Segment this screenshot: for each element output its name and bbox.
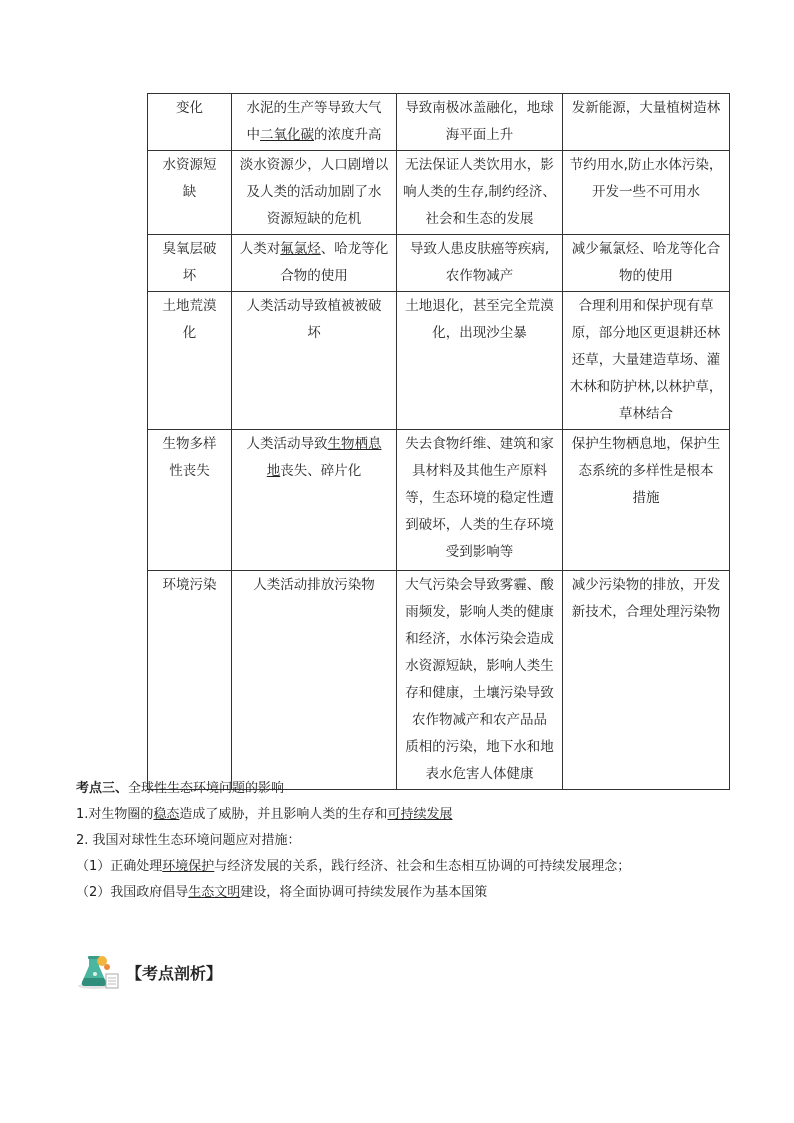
cell-line bbox=[236, 572, 392, 599]
cell-line: 开发一些不可用水 bbox=[592, 184, 700, 200]
cell-line: 等，生态环境的稳定性遭 bbox=[405, 490, 554, 506]
cell-line: 变化 bbox=[176, 100, 203, 116]
cell-line: 响人类的生存,制约经济、 bbox=[403, 184, 556, 200]
table-cell bbox=[563, 430, 730, 571]
cell-line: 减少氟氯烃、哈龙等化合 bbox=[571, 241, 721, 257]
text-segment: 水泥的生产等导致大气 bbox=[246, 100, 382, 116]
cell-line: 表水危害人体健康 bbox=[425, 766, 534, 782]
text-segment: 及人类的活动加剧了水 bbox=[246, 184, 382, 200]
text-segment: 2. 我国对球性生态环境问题应对措施： bbox=[76, 833, 301, 848]
cell-line: 海平面上升 bbox=[445, 127, 514, 143]
table-row bbox=[148, 292, 730, 430]
text-segment: 合物的使用 bbox=[280, 268, 348, 284]
cell-line: 木林和防护林,以林护草， bbox=[569, 379, 723, 395]
cell-line: 社会和生态的发展 bbox=[425, 211, 534, 227]
table-cell bbox=[232, 151, 397, 235]
table-row bbox=[148, 235, 730, 292]
table-cell bbox=[563, 151, 730, 235]
text-segment: 建设，将全面协调可持续发展作为基本国策 bbox=[240, 885, 488, 900]
cell-line: 化，出现沙尘暴 bbox=[432, 325, 527, 341]
cell-line bbox=[236, 206, 392, 233]
text-segment: 氟氯烃 bbox=[280, 241, 321, 257]
text-segment: 全球性生态环境问题的影响 bbox=[128, 781, 285, 796]
cell-line: 具材料及其他生产原料 bbox=[412, 463, 547, 479]
note-line bbox=[76, 880, 756, 906]
table-cell bbox=[397, 235, 563, 292]
cell-line: 化 bbox=[182, 325, 197, 341]
cell-line: 无法保证人类饮用水，影 bbox=[405, 157, 554, 173]
table-cell bbox=[563, 292, 730, 430]
text-segment: 人类活动导致 bbox=[246, 436, 328, 452]
text-segment: 环境保护 bbox=[162, 859, 215, 874]
table-cell bbox=[563, 94, 730, 151]
text-segment: 淡水资源少，人口剧增以 bbox=[239, 157, 389, 173]
text-segment: 造成了威胁，并且影响人类的生存和 bbox=[179, 807, 388, 822]
cell-line: 保护生物栖息地，保护生 bbox=[571, 436, 721, 452]
flask-book-icon bbox=[76, 952, 120, 992]
cell-line: 大气污染会导致雾霾、酸 bbox=[405, 577, 554, 593]
text-segment: 丧失、碎片化 bbox=[280, 463, 362, 479]
eco-problems-table bbox=[147, 93, 730, 790]
table-cell bbox=[232, 94, 397, 151]
table-row bbox=[148, 94, 730, 151]
cell-line bbox=[236, 179, 392, 206]
cell-line: 态系统的多样性是根本 bbox=[578, 463, 714, 479]
table-cell bbox=[397, 571, 563, 790]
cell-line: 到破坏，人类的生存环境 bbox=[405, 517, 554, 533]
note-line bbox=[76, 828, 756, 854]
cell-line: 减少污染物的排放，开发 bbox=[571, 577, 721, 593]
table-cell bbox=[148, 292, 232, 430]
cell-line bbox=[236, 263, 392, 290]
cell-line: 质相的污染，地下水和地 bbox=[405, 739, 554, 755]
text-segment: 与经济发展的关系，践行经济、社会和生态相互协调的可持续发展理念； bbox=[214, 859, 631, 874]
table-cell bbox=[232, 430, 397, 571]
table-cell bbox=[148, 94, 232, 151]
analysis-title: 【考点剖析】 bbox=[126, 963, 223, 983]
cell-line: 还草，大量建造草场、灌 bbox=[571, 352, 721, 368]
text-segment: 、哈龙等化 bbox=[320, 241, 389, 257]
cell-line: 导致人患皮肤癌等疾病, bbox=[409, 241, 550, 257]
cell-line: 土地荒漠 bbox=[162, 298, 217, 314]
cell-line: 臭氧层破 bbox=[162, 241, 217, 257]
text-segment: 的浓度升高 bbox=[314, 127, 382, 143]
cell-line: 新技术，合理处理污染物 bbox=[571, 604, 721, 620]
text-segment: 地 bbox=[266, 463, 281, 479]
cell-line: 水资源短 bbox=[162, 157, 217, 173]
notes-section bbox=[76, 776, 756, 906]
table-cell bbox=[397, 430, 563, 571]
table-cell bbox=[148, 430, 232, 571]
cell-line bbox=[236, 431, 392, 458]
table-cell bbox=[397, 94, 563, 151]
cell-line: 农作物减产 bbox=[445, 268, 514, 284]
cell-line bbox=[236, 122, 392, 149]
text-segment: 人类对 bbox=[239, 241, 281, 257]
text-segment: 生物栖息 bbox=[327, 436, 382, 452]
cell-line: 性丧失 bbox=[169, 463, 210, 479]
table-cell bbox=[563, 571, 730, 790]
table-cell bbox=[148, 571, 232, 790]
text-segment: （2）我国政府倡导 bbox=[76, 885, 189, 900]
cell-line: 原，部分地区更退耕还林 bbox=[571, 325, 721, 341]
table-row bbox=[148, 430, 730, 571]
text-segment: 中 bbox=[246, 127, 260, 143]
text-segment: 坏 bbox=[307, 325, 321, 341]
text-segment: 资源短缺的危机 bbox=[266, 211, 362, 227]
cell-line: 物的使用 bbox=[619, 268, 673, 284]
table-cell bbox=[397, 292, 563, 430]
cell-line: 受到影响等 bbox=[445, 544, 514, 560]
table-cell bbox=[232, 571, 397, 790]
cell-line: 生物多样 bbox=[162, 436, 217, 452]
cell-line: 环境污染 bbox=[162, 577, 217, 593]
cell-line bbox=[236, 293, 392, 320]
table-cell bbox=[148, 235, 232, 292]
text-segment: 稳态 bbox=[153, 807, 180, 822]
cell-line bbox=[236, 458, 392, 485]
cell-line: 和经济，水体污染会造成 bbox=[405, 631, 554, 647]
analysis-header bbox=[76, 952, 222, 992]
cell-line: 坏 bbox=[182, 268, 197, 284]
cell-line: 失去食物纤维、建筑和家 bbox=[405, 436, 554, 452]
cell-line bbox=[236, 320, 392, 347]
text-segment: 生态文明 bbox=[188, 885, 241, 900]
cell-line: 导致南极冰盖融化，地球 bbox=[405, 100, 554, 116]
text-segment: 可持续发展 bbox=[387, 807, 453, 822]
table-cell bbox=[563, 235, 730, 292]
note-line bbox=[76, 854, 756, 880]
cell-line: 土地退化，甚至完全荒漠 bbox=[405, 298, 554, 314]
note-line bbox=[76, 776, 756, 802]
cell-line: 草林结合 bbox=[619, 406, 673, 422]
note-line bbox=[76, 802, 756, 828]
cell-line: 雨频发，影响人类的健康 bbox=[405, 604, 554, 620]
cell-line: 缺 bbox=[182, 184, 197, 200]
text-segment: 考点三、 bbox=[76, 781, 129, 796]
cell-line: 农作物减产和农产品品 bbox=[412, 712, 547, 728]
table-cell bbox=[148, 151, 232, 235]
cell-line bbox=[236, 95, 392, 122]
cell-line bbox=[236, 236, 392, 263]
cell-line: 措施 bbox=[632, 490, 660, 506]
cell-line: 发新能源，大量植树造林 bbox=[571, 100, 721, 116]
text-segment: （1）正确处理 bbox=[76, 859, 163, 874]
cell-line: 节约用水,防止水体污染， bbox=[569, 157, 723, 173]
text-segment: 人类活动排放污染物 bbox=[253, 577, 375, 593]
cell-line: 存和健康，土壤污染导致 bbox=[405, 685, 554, 701]
table-cell bbox=[232, 292, 397, 430]
table-cell bbox=[232, 235, 397, 292]
cell-line: 合理利用和保护现有草 bbox=[578, 298, 714, 314]
text-segment: 1.对生物圈的 bbox=[76, 807, 154, 822]
table-row bbox=[148, 151, 730, 235]
text-segment: 人类活动导致植被被破 bbox=[246, 298, 382, 314]
cell-line: 水资源短缺，影响人类生 bbox=[405, 658, 554, 674]
table-cell bbox=[397, 151, 563, 235]
table-row bbox=[148, 571, 730, 790]
text-segment: 二氧化碳 bbox=[260, 127, 314, 143]
cell-line bbox=[236, 152, 392, 179]
